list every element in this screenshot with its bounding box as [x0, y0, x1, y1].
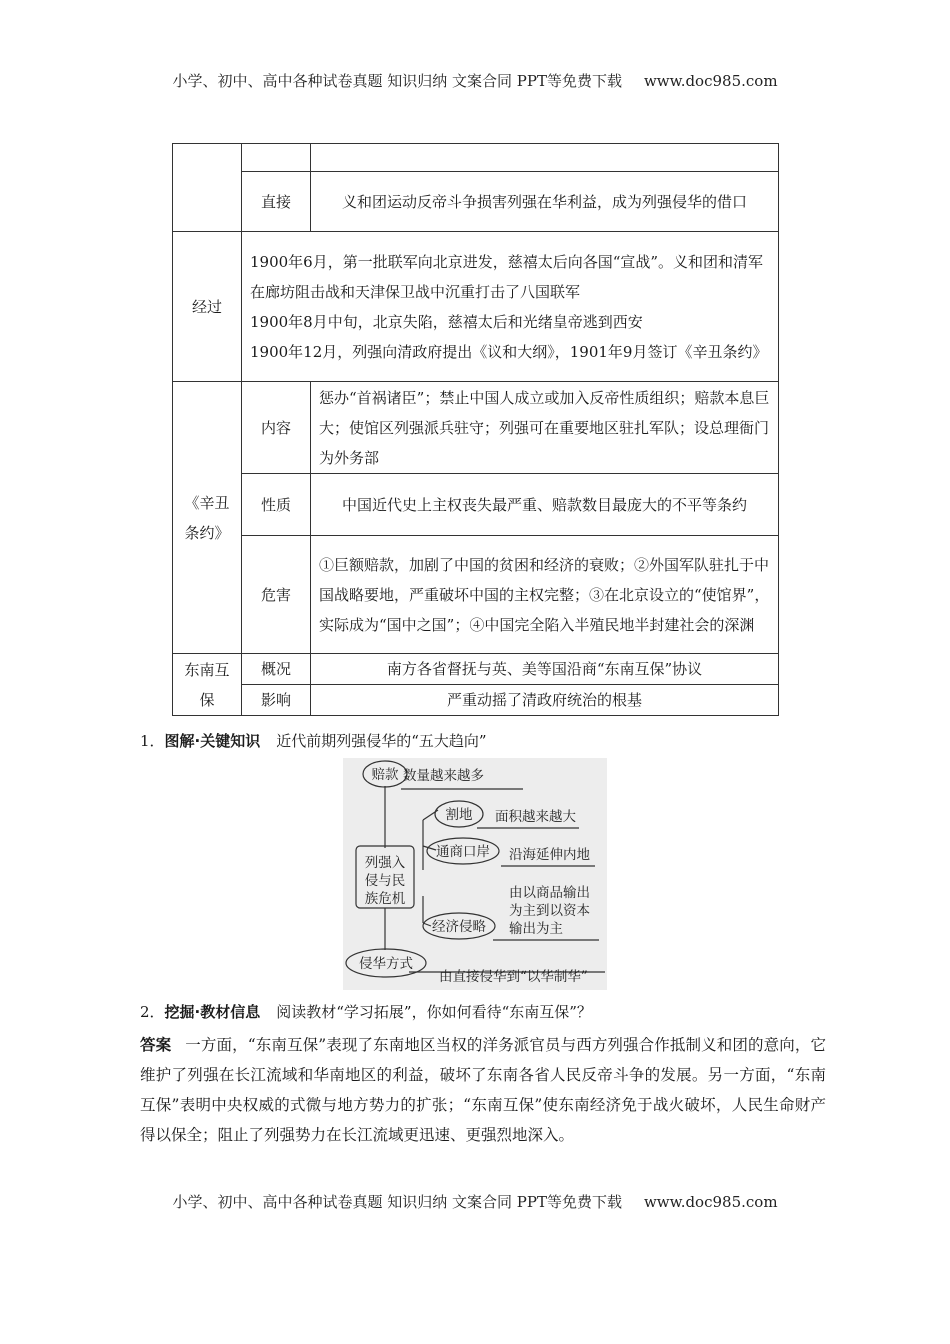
process-line: 1900年6月，第一批联军向北京进发，慈禧太后向各国“宣战”。义和团和清军在廊坊阻击战和天津保卫战中沉重打击了八国联军 — [250, 252, 764, 301]
overview-label: 概况 — [242, 654, 311, 685]
center-label-line: 族危机 — [364, 891, 406, 907]
node-desc: 面积越来越大 — [495, 809, 576, 825]
footer-text: 小学、初中、高中各种试卷真题 知识归纳 文案合同 PPT等免费下载 — [172, 1193, 622, 1211]
node-desc: 由以商品输出 — [509, 885, 590, 901]
process-line: 1900年8月中旬，北京失陷，慈禧太后和光绪皇帝逃到西安 — [250, 312, 643, 331]
header-site[interactable]: www.doc985.com — [643, 72, 778, 90]
harm-text: ①巨额赔款，加剧了中国的贫困和经济的衰败；②外国军队驻扎于中国战略要地，严重破坏中国的主权完整；③在北京设立的“使馆界”，实际成为“国中之国”；④中国完全陷入半殖民地半封建社会的深渊 — [311, 536, 779, 654]
question-2 — [140, 1001, 592, 1022]
q1-num: 1． — [140, 732, 165, 750]
q1-text: 近代前期列强侵华的“五大趋向” — [276, 732, 487, 750]
direct-label: 直接 — [242, 172, 311, 232]
harm-label: 危害 — [242, 536, 311, 654]
impact-label: 影响 — [242, 685, 311, 716]
node-desc: 输出为主 — [509, 921, 563, 937]
node-desc: 由直接侵华到“以华制华” — [439, 969, 588, 985]
answer-block — [140, 1030, 826, 1150]
direct-text: 义和团运动反帝斗争损害列强在华利益，成为列强侵华的借口 — [311, 172, 779, 232]
treaty-label: 《辛丑条约》 — [173, 382, 242, 654]
node-desc: 沿海延伸内地 — [509, 847, 590, 863]
q2-text: 阅读教材“学习拓展”，你如何看待“东南互保”？ — [276, 1003, 592, 1021]
se-label: 东南互保 — [173, 654, 242, 716]
node-desc: 数量越来越多 — [403, 768, 484, 784]
content-label: 内容 — [242, 382, 311, 474]
center-label-line: 列强入 — [364, 855, 406, 871]
q2-title: 挖掘·教材信息 — [164, 1003, 261, 1021]
cause-cell — [173, 144, 242, 232]
process-line: 1900年12月，列强向清政府提出《议和大纲》，1901年9月签订《辛丑条约》 — [250, 342, 768, 361]
overview-text: 南方各省督抚与英、美等国沿商“东南互保”协议 — [311, 654, 779, 685]
empty-text-cell — [311, 144, 779, 172]
page-header — [0, 70, 950, 91]
empty-label-cell — [242, 144, 311, 172]
process-label: 经过 — [173, 232, 242, 382]
nature-label: 性质 — [242, 474, 311, 536]
question-1 — [140, 730, 487, 751]
node-label: 赔款 — [371, 767, 399, 783]
footer-site[interactable]: www.doc985.com — [643, 1193, 778, 1211]
history-table — [172, 143, 779, 716]
node-label: 通商口岸 — [436, 844, 490, 860]
q1-title: 图解·关键知识 — [164, 732, 261, 750]
answer-label: 答案 — [140, 1036, 172, 1054]
node-label: 割地 — [445, 807, 473, 823]
center-label-line: 侵与民 — [364, 873, 406, 889]
header-text: 小学、初中、高中各种试卷真题 知识归纳 文案合同 PPT等免费下载 — [172, 72, 622, 90]
answer-text: 一方面，“东南互保”表现了东南地区当权的洋务派官员与西方列强合作抵制义和团的意向，它维护了列强在长江流域和华南地区的利益，破坏了东南各省人民反帝斗争的发展。另一方面，“东南互保”表明中央权威的式微与地方势力的扩张；“东南互保”使东南经济免于战火破坏，人民生命财产得以保全；阻止了列强势力在长江流域更迅速、更强烈地深入。 — [140, 1036, 826, 1144]
impact-text: 严重动摇了清政府统治的根基 — [311, 685, 779, 716]
q2-num: 2． — [140, 1003, 165, 1021]
node-label: 侵华方式 — [359, 956, 413, 972]
process-cell — [242, 232, 779, 382]
node-label: 经济侵略 — [432, 919, 486, 935]
trend-diagram — [343, 758, 607, 990]
node-desc: 为主到以资本 — [509, 903, 590, 919]
trend-diagram-svg — [343, 758, 607, 990]
content-text: 惩办“首祸诸臣”；禁止中国人成立或加入反帝性质组织；赔款本息巨大；使馆区列强派兵驻守；列强可在重要地区驻扎军队；设总理衙门为外务部 — [311, 382, 779, 474]
page-footer — [0, 1191, 950, 1212]
nature-text: 中国近代史上主权丧失最严重、赔款数目最庞大的不平等条约 — [311, 474, 779, 536]
